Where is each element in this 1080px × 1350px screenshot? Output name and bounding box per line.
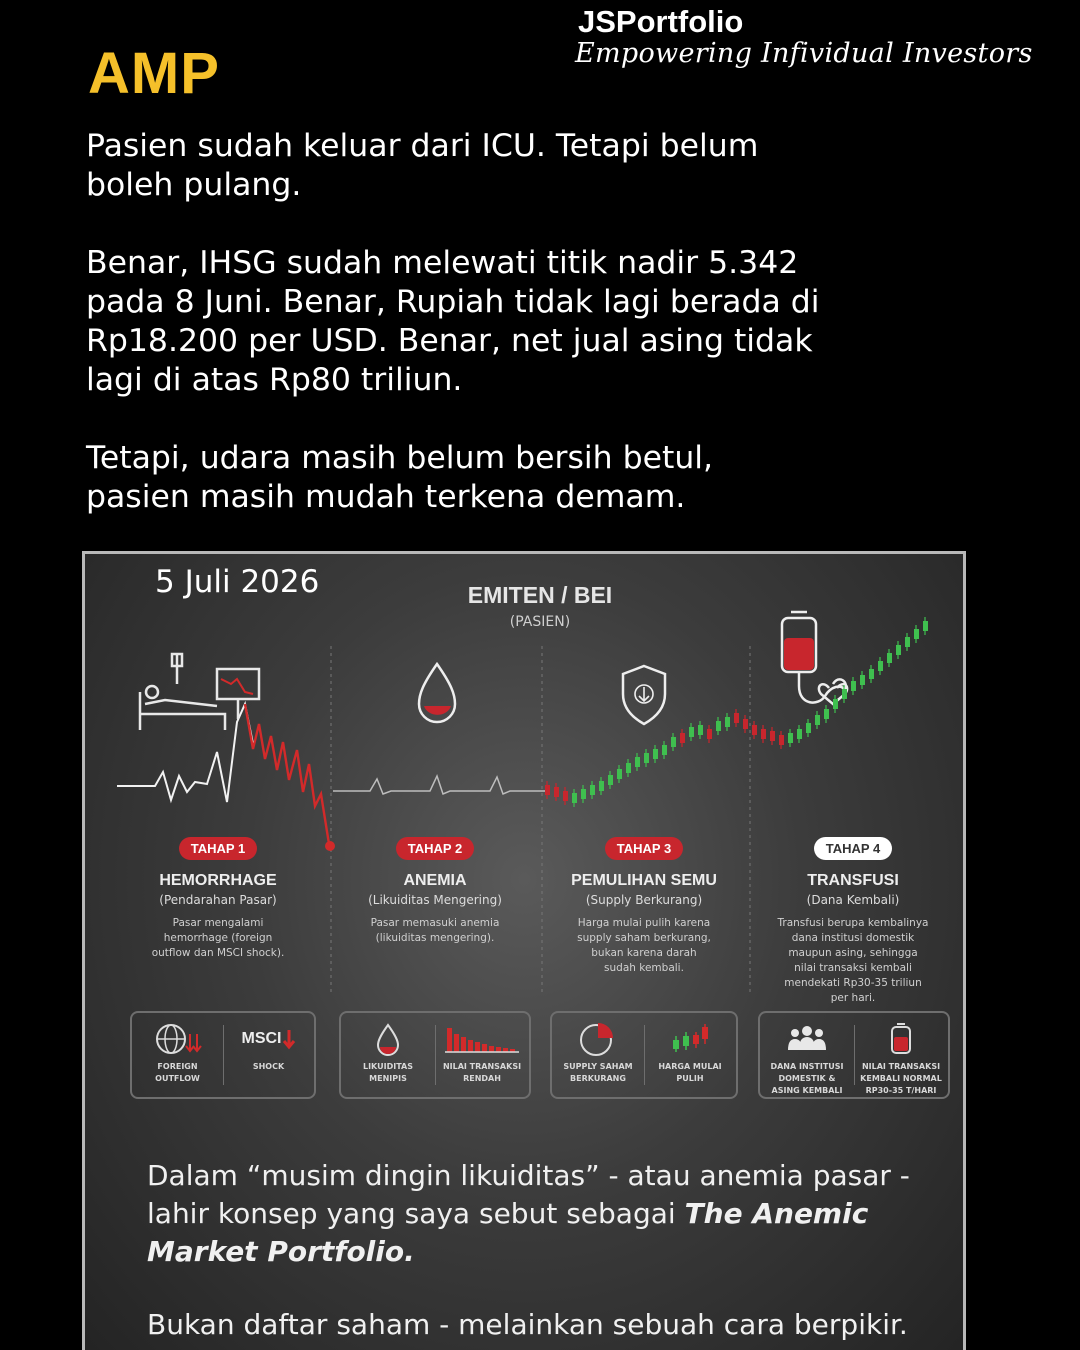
candle-body bbox=[725, 717, 730, 727]
candle-body bbox=[680, 733, 685, 743]
blood-bag-heart-icon bbox=[782, 612, 847, 704]
stage-3 bbox=[539, 837, 749, 976]
candle-body bbox=[671, 737, 676, 747]
candle-body bbox=[860, 675, 865, 685]
stage-2-metrics bbox=[339, 1011, 531, 1099]
candle-body bbox=[914, 629, 919, 639]
candle-body bbox=[923, 621, 928, 631]
candle-body bbox=[590, 785, 595, 795]
candle-body bbox=[788, 733, 793, 743]
candle-body bbox=[761, 729, 766, 739]
candle-body bbox=[581, 789, 586, 799]
globe-down-icon bbox=[132, 1021, 223, 1057]
candle-body bbox=[743, 719, 748, 729]
stage-4-badge: TAHAP 4 bbox=[814, 837, 892, 860]
candle-body bbox=[653, 749, 658, 759]
declining-bars-icon bbox=[435, 1021, 529, 1057]
candle-body bbox=[644, 753, 649, 763]
hospital-bed-monitor-icon bbox=[140, 654, 259, 730]
candle-body bbox=[626, 763, 631, 773]
blood-drop-icon bbox=[419, 664, 455, 722]
infographic-card bbox=[82, 551, 966, 1350]
intro-paragraph-1: Pasien sudah keluar dari ICU. Tetapi belum boleh pulang. bbox=[86, 128, 759, 203]
stage-3-badge: TAHAP 3 bbox=[605, 837, 683, 860]
stage-1-badge: TAHAP 1 bbox=[179, 837, 257, 860]
candle-body bbox=[545, 785, 550, 795]
blood-bag-icon bbox=[854, 1021, 948, 1057]
supply-reduced-metric bbox=[552, 1021, 644, 1085]
infographic-title: EMITEN / BEI bbox=[467, 582, 613, 608]
blood-drop-small-icon bbox=[341, 1021, 435, 1057]
candlestick-icon bbox=[644, 1021, 736, 1057]
candle-body bbox=[662, 745, 667, 755]
infographic-date: 5 Juli 2026 bbox=[155, 564, 320, 600]
candle-body bbox=[869, 669, 874, 679]
people-group-icon bbox=[760, 1021, 854, 1057]
candle-body bbox=[716, 721, 721, 731]
candle-body bbox=[896, 645, 901, 655]
stage-4-name: TRANSFUSI bbox=[807, 872, 899, 889]
candle-body bbox=[905, 637, 910, 647]
supply-reduced-label: SUPPLY SAHAM BERKURANG bbox=[563, 1062, 633, 1083]
candle-body bbox=[572, 793, 577, 803]
low-transaction-label: NILAI TRANSAKSI RENDAH bbox=[442, 1062, 522, 1083]
transaction-normal-label: NILAI TRANSAKSI KEMBALI NORMAL RP30-35 T/HARI bbox=[860, 1062, 942, 1095]
candle-body bbox=[887, 653, 892, 663]
transaction-normal-metric bbox=[854, 1021, 948, 1097]
stage-2-name: ANEMIA bbox=[403, 872, 467, 889]
crash-line bbox=[245, 704, 329, 844]
candle-body bbox=[734, 713, 739, 723]
flat-pulse-line bbox=[333, 776, 545, 794]
msci-shock-metric bbox=[223, 1021, 314, 1073]
low-transaction-metric bbox=[435, 1021, 529, 1085]
candlestick-chart bbox=[545, 617, 928, 807]
stage-2 bbox=[330, 837, 540, 946]
stage-4-metrics bbox=[758, 1011, 950, 1099]
pie-chart-icon bbox=[552, 1021, 644, 1057]
candle-body bbox=[563, 791, 568, 801]
candle-body bbox=[797, 729, 802, 739]
candle-body bbox=[851, 681, 856, 691]
stage-2-badge: TAHAP 2 bbox=[396, 837, 474, 860]
quote-part1: Dalam “musim dingin likuiditas” - atau anemia pasar - lahir konsep yang saya sebut sebagai bbox=[147, 1159, 910, 1230]
stage-1 bbox=[113, 837, 323, 961]
candle-body bbox=[878, 661, 883, 671]
fund-return-metric bbox=[760, 1021, 854, 1097]
candle-body bbox=[815, 715, 820, 725]
candle-body bbox=[554, 787, 559, 797]
candle-body bbox=[608, 775, 613, 785]
stage-4 bbox=[748, 837, 958, 1006]
foreign-outflow-label: FOREIGN OUTFLOW bbox=[155, 1062, 200, 1083]
stage-2-desc: Pasar memasuki anemia (likuiditas mengering). bbox=[370, 917, 500, 944]
heartbeat-line bbox=[117, 704, 253, 802]
stage-4-desc: Transfusi berupa kembalinya dana institusi domestik maupun asing, sehingga nilai transaksi kembali mendekati Rp30-35 triliun per hari. bbox=[777, 917, 929, 1004]
brand-title: JSPortfolio bbox=[578, 4, 744, 39]
candle-body bbox=[833, 699, 838, 709]
candle-body bbox=[617, 769, 622, 779]
candle-body bbox=[707, 729, 712, 739]
intro-paragraph-2: Benar, IHSG sudah melewati titik nadir 5.342 pada 8 Juni. Benar, Rupiah tidak lagi berada di Rp18.200 per USD. Benar, net jual asing tidak lagi di atas Rp80 triliun. bbox=[86, 245, 820, 398]
stage-1-sub: (Pendarahan Pasar) bbox=[159, 893, 277, 907]
liquidity-thin-label: LIKUIDITAS MENIPIS bbox=[362, 1062, 413, 1083]
msci-shock-label: SHOCK bbox=[252, 1062, 285, 1071]
candle-body bbox=[824, 709, 829, 719]
candle-body bbox=[698, 725, 703, 735]
candle-body bbox=[689, 727, 694, 737]
stage-2-sub: (Likuiditas Mengering) bbox=[368, 893, 502, 907]
candle-body bbox=[752, 725, 757, 735]
closing-text: Bukan daftar saham - melainkan sebuah cara berpikir. bbox=[147, 1308, 908, 1341]
brand-tagline: Empowering Infividual Investors bbox=[575, 38, 1033, 69]
candle-body bbox=[806, 723, 811, 733]
stage-3-metrics bbox=[550, 1011, 738, 1099]
stage-1-desc: Pasar mengalami hemorrhage (foreign outflow dan MSCI shock). bbox=[151, 917, 285, 959]
stage-1-metrics bbox=[130, 1011, 316, 1099]
amp-logo: AMP bbox=[88, 41, 220, 106]
liquidity-thin-metric bbox=[341, 1021, 435, 1085]
price-recover-label: HARGA MULAI PULIH bbox=[658, 1062, 722, 1083]
intro-text bbox=[86, 127, 826, 556]
infographic-subtitle: (PASIEN) bbox=[509, 614, 571, 630]
stage-3-desc: Harga mulai pulih karena supply saham berkurang, bukan karena darah sudah kembali. bbox=[577, 917, 711, 974]
quote-emphasis: The Anemic Market Portfolio. bbox=[147, 1197, 869, 1268]
shield-arrow-icon bbox=[623, 666, 665, 724]
candle-body bbox=[770, 731, 775, 741]
msci-text: MSCI bbox=[241, 1030, 282, 1047]
msci-down-icon bbox=[223, 1021, 314, 1057]
candle-body bbox=[842, 689, 847, 699]
intro-paragraph-3: Tetapi, udara masih belum bersih betul, pasien masih mudah terkena demam. bbox=[86, 440, 714, 515]
candle-body bbox=[599, 781, 604, 791]
stage-3-sub: (Supply Berkurang) bbox=[585, 893, 703, 907]
stage-4-sub: (Dana Kembali) bbox=[806, 893, 900, 907]
foreign-outflow-metric bbox=[132, 1021, 223, 1085]
candle-body bbox=[779, 735, 784, 745]
candle-body bbox=[635, 757, 640, 767]
price-recover-metric bbox=[644, 1021, 736, 1085]
stage-3-name: PEMULIHAN SEMU bbox=[571, 872, 717, 889]
fund-return-label: DANA INSTITUSI DOMESTIK & ASING KEMBALI bbox=[770, 1062, 844, 1095]
stage-1-name: HEMORRHAGE bbox=[159, 872, 277, 889]
quote-text bbox=[147, 1157, 937, 1271]
